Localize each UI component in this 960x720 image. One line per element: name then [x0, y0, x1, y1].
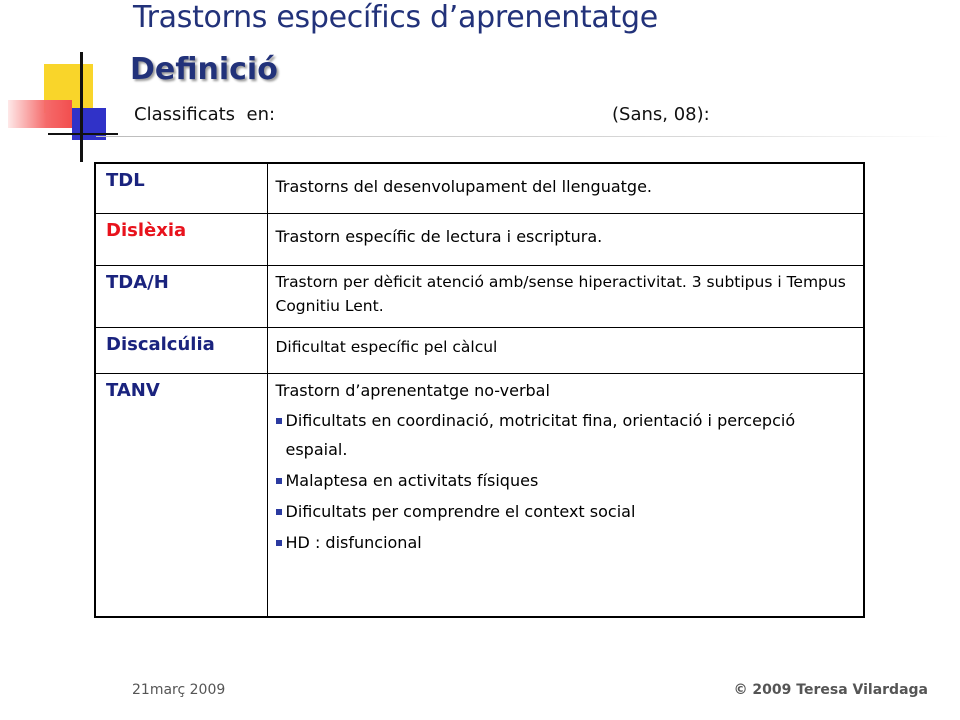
disorders-table: [94, 162, 865, 618]
square-bullet-icon: [276, 540, 282, 546]
list-item-text: Malaptesa en activitats físiques: [285, 470, 539, 490]
table-row: [95, 373, 864, 617]
decorative-red-bar: [8, 100, 72, 128]
list-item-text: HD : disfuncional: [285, 532, 422, 552]
square-bullet-icon: [276, 478, 282, 484]
description-cell: Trastorn per dèficit atenció amb/sense hiperactivitat. 3 subtipus i Tempus Cognitiu Lent.: [267, 265, 864, 327]
title-divider: [96, 136, 950, 137]
list-item-text: Dificultats per comprendre el context social: [285, 501, 636, 521]
list-item: [276, 497, 856, 526]
slide-subtitle: Definició: [130, 52, 278, 87]
description-text: Trastorn d’aprenentatge no-verbal: [275, 380, 550, 400]
term-cell: Discalcúlia: [95, 327, 267, 373]
footer-copyright: © 2009 Teresa Vilardaga: [733, 682, 928, 698]
term-cell: TDL: [95, 163, 267, 213]
table-row: [95, 327, 864, 373]
description-cell: [267, 373, 864, 617]
description-cell: Trastorns del desenvolupament del llenguatge.: [267, 163, 864, 213]
table-row: [95, 213, 864, 265]
term-cell: TDA/H: [95, 265, 267, 327]
bullet-list: [276, 406, 856, 557]
term-cell: TANV: [95, 373, 267, 617]
table-row: [95, 265, 864, 327]
term-cell: Dislèxia: [95, 213, 267, 265]
description-cell: Trastorn específic de lectura i escriptura.: [267, 213, 864, 265]
slide-title: Trastorns específics d’aprenentatge: [133, 0, 658, 35]
decorative-vertical-line: [80, 52, 83, 162]
footer-date: 21març 2009: [132, 682, 226, 698]
square-bullet-icon: [276, 509, 282, 515]
list-item-text: Dificultats en coordinació, motricitat fina, orientació i percepció espaial.: [285, 410, 796, 459]
square-bullet-icon: [276, 418, 282, 424]
list-item: [276, 406, 856, 464]
list-item: [276, 528, 856, 557]
description-cell: Dificultat específic pel càlcul: [267, 327, 864, 373]
decorative-horizontal-line: [48, 133, 118, 135]
table-row: [95, 163, 864, 213]
classified-label: Classificats en:: [134, 104, 276, 125]
list-item: [276, 466, 856, 495]
source-citation: (Sans, 08):: [612, 104, 710, 125]
